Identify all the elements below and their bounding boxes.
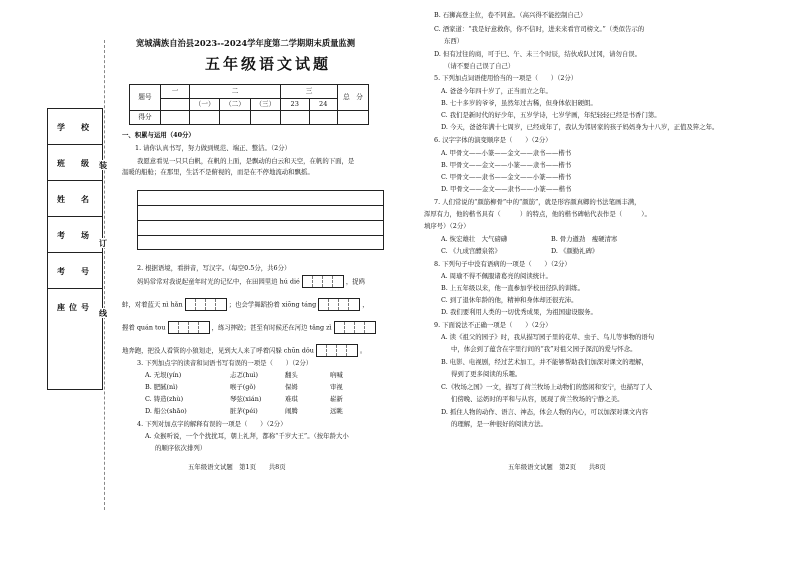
q5-prompt: 5. 下列加点词语使用恰当的一项是（ ）（2分）: [434, 74, 578, 82]
q3-prompt: 3. 下列加点字的读音和词语书写有误的一项是（ ）（2分）: [137, 359, 313, 367]
answer-grid[interactable]: [185, 298, 227, 311]
exam-number-field: 考 号: [48, 253, 102, 289]
writing-line: [138, 206, 383, 221]
score-total: 总 分: [338, 85, 369, 111]
q4-option-d-line-2: （请不要自己误了自己）: [444, 62, 515, 70]
writing-line: [138, 221, 383, 236]
score-col-3: 三: [281, 85, 338, 99]
q2-text-line-4: [122, 344, 366, 357]
binding-line: [104, 40, 105, 510]
q2-text: 。: [359, 346, 367, 355]
q9-option-d-line-2: 的理解，是一种很好的阅读方法。: [451, 420, 547, 428]
writing-line: [138, 191, 383, 206]
writing-line: [138, 236, 383, 250]
q2-text-line-3: [122, 321, 376, 334]
q5-option-a: A. 爸爸今年四十岁了，正当而立之年。: [441, 87, 552, 95]
q2-prompt: 2. 根据语境，看拼音，写汉字。（每空0.5分，共6分）: [137, 264, 291, 272]
score-sub-1: （一）: [190, 99, 220, 111]
q3-option-a: A. 无垠(yín) 忐忑(huì) 翻头 吶喊: [145, 371, 343, 379]
q5-option-d: D. 今天，爸爸年满十七周岁，已经成年了，我认为邻居家的孩子妈妈身为十八岁，正值及笄之年。: [441, 123, 719, 131]
score-table: [129, 84, 369, 125]
q2-text: ，: [362, 300, 369, 309]
school-field: 学 校: [48, 109, 102, 145]
q2-text: 蚌，对着蓝天 nì hǎn: [122, 300, 183, 309]
binding-char-xian: 线: [99, 308, 107, 318]
score-col-2: 二: [190, 85, 281, 99]
exam-room-field: 考 场: [48, 217, 102, 253]
answer-grid[interactable]: [316, 344, 358, 357]
q2-text: 妈妈常常对我说起童年时光的记忆中，在田园里追 hú dié: [137, 277, 300, 286]
q3-option-b: B. 肥腻(nì) 喉子(gǒ) 保姆 审视: [145, 383, 343, 391]
page-1-footer: 五年级语文试题 第1页 共8页: [188, 463, 286, 471]
q7-prompt-line-3: 填序号）（2分）: [424, 222, 470, 230]
q2-text: ；也会学舞蹈扮着 xiōng táng: [228, 300, 317, 309]
q9-option-b-line-2: 得到了更多阅读的乐趣。: [451, 370, 522, 378]
q4-prompt: 4. 下列对加点字的解释有误的一项是（ ）（2分）: [137, 420, 287, 428]
class-field: 班 级: [48, 145, 102, 181]
binding-char-ding: 订: [99, 238, 107, 248]
q9-option-c-line-1: C.《牧场之国》一文，描写了荷兰牧场上动物们的悠闲和安宁，也描写了人: [441, 383, 653, 391]
q9-prompt: 9. 下面说法不正确一项是（ ）（2分）: [434, 321, 552, 329]
q4-option-c-line-2: 东西）: [444, 37, 464, 45]
binding-char-zhuang: 装: [99, 160, 107, 170]
exam-header: 宽城满族自治县2023--2024学年度第二学期期末质量监测: [136, 38, 356, 48]
answer-grid[interactable]: [302, 275, 344, 288]
q9-option-c-line-2: 们傍晚、运奶时的平和与从容，展现了荷兰牧场的宁静之美。: [451, 395, 624, 403]
q2-text: ，练习摔跤；甚至有时候还在河边 tǎng zì: [211, 323, 332, 332]
score-col-1: 一: [161, 85, 190, 99]
q4-option-d-line-1: D. 但有过往的商，可于巳、午、未三个时辰，结伙成队过冈，请勿自误。: [434, 50, 642, 58]
q9-option-a-line-2: 中，体会到了蕴含在字里行间的“我”对祖父园子深沉的爱与怀念。: [451, 345, 637, 353]
q7-option-b: B. 骨力遒劲 瘦硬清寒: [551, 235, 618, 243]
q7-option-d: D. 《颜勤礼碑》: [551, 247, 599, 255]
q5-option-b: B. 七十多岁的爷爷，虽然年过古稀，但身体依旧硬朗。: [441, 99, 597, 107]
q8-option-d: D. 我们要利用人类的一切优秀成果，为祖国建设服务。: [441, 308, 597, 316]
q9-option-b-line-1: B. 电影、电视剧，经过艺术加工，并不能够帮助我们加深对课文的理解，: [441, 358, 648, 366]
answer-grid[interactable]: [334, 321, 376, 334]
q8-option-a: A. 周瑜不得不佩服诸葛亮的阅读统计。: [441, 272, 552, 280]
q3-option-c: C. 铸造(zhù) 琴弦(xián) 难琪 崭新: [145, 395, 343, 403]
seat-number-field: 座位号: [57, 301, 93, 312]
student-info-box: [47, 108, 103, 390]
score-row-label: 得分: [130, 111, 161, 125]
q9-option-a-line-1: A. 读《祖父的园子》时，我从描写园子里的花草、虫子、鸟儿等事物的语句: [441, 333, 655, 341]
q7-prompt-line-2: 浑厚有力，他的楷书具有（ ）的特点，他的楷书碑帖代表作是（ ）。: [424, 210, 651, 218]
q7-option-c: C. 《九成宫醴泉铭》: [441, 247, 501, 255]
q1-passage-line-1: 我愿意看见一只只白帆，在帆的上面，是飘动的白云和天空，在帆的下面，是: [137, 157, 355, 165]
q7-option-a: A. 恢宏雄壮 大气磅礴: [441, 235, 508, 243]
page-2-footer: 五年级语文试题 第2页 共8页: [508, 463, 606, 471]
q1-passage-line-2: 温暖的船舱；在那里，生活不是俯视的，而是在不停地流动和飘摇。: [122, 168, 314, 176]
q6-option-a: A. 甲骨文——小篆——金文——隶书——楷书: [441, 149, 572, 157]
handwriting-box[interactable]: [137, 190, 384, 250]
q7-prompt-line-1: 7. 人们常说的“颜筋柳骨”中的“颜筋”，就是形容颜真卿的书法笔画丰满，: [434, 198, 641, 206]
section-1-heading: 一、积累与运用（40分）: [122, 131, 195, 139]
q2-text-line-1: [137, 275, 365, 288]
answer-grid[interactable]: [318, 298, 360, 311]
q4-option-a-line-1: A. 众猴听说，一个个扰扰耳，朝上礼拜，都称“千岁大王”。（按年龄大小: [145, 432, 349, 440]
exam-title: 五年级语文试题: [205, 55, 332, 73]
name-field: 姓 名: [48, 181, 102, 217]
q3-option-d: D. 船公(shāo) 脏茅(péi) 闹腾 远眺: [145, 407, 343, 415]
q4-option-c-line-1: C. 酒家道：“我是好意救你，你不信时，进来来看官司榜文。”（类似告示的: [434, 25, 645, 33]
q4-option-b: B. 石狮高登主位，卷不同意。（高兴得不能控制自己）: [434, 11, 587, 19]
score-sub-23: 23: [281, 99, 310, 111]
q8-option-b: B. 上五年级以来，他一直参加学校田径队的训练。: [441, 284, 584, 292]
answer-grid[interactable]: [168, 321, 210, 334]
q2-text: 地奔跑，把没人看管的小狼划走，见到大人来了呼着闪躲 chūn dǒu: [122, 346, 314, 355]
q5-option-c: C. 我们是新时代的好少年，五岁学诗，七岁学画，年纪轻轻已经是书香门第。: [441, 111, 661, 119]
score-header-label: 题号: [130, 85, 161, 111]
score-sub-3: （三）: [250, 99, 280, 111]
score-sub-2: （二）: [220, 99, 250, 111]
q6-option-b: B. 甲骨文——金文——小篆——隶书——楷书: [441, 161, 572, 169]
q6-prompt: 6. 汉字字体的演变顺序是（ ）（2分）: [434, 136, 552, 144]
q6-option-c: C. 甲骨文——隶书——金文——小篆——楷书: [441, 173, 572, 181]
q2-text: 握着 quán tou: [122, 323, 166, 332]
q4-option-a-line-2: 的顺序依次排列）: [155, 444, 207, 452]
q8-prompt: 8. 下列句子中没有语病的一项是（ ）（2分）: [434, 260, 571, 268]
score-sub-24: 24: [309, 99, 338, 111]
q9-option-d-line-1: D. 抓住人物的动作、语言、神态，体会人物的内心，可以加深对课文内容: [441, 408, 649, 416]
q2-text: ，捉鸥: [345, 277, 366, 286]
q2-text-line-2: [122, 298, 369, 311]
q6-option-d: D. 甲骨文——金文——隶书——小篆——楷书: [441, 185, 572, 193]
q1-prompt: 1. 请你认真书写，努力做到规范、端正、整洁。（2分）: [135, 144, 291, 152]
q8-option-c: C. 到了退休年龄的他，精神和身体却还很充沛。: [441, 296, 578, 304]
